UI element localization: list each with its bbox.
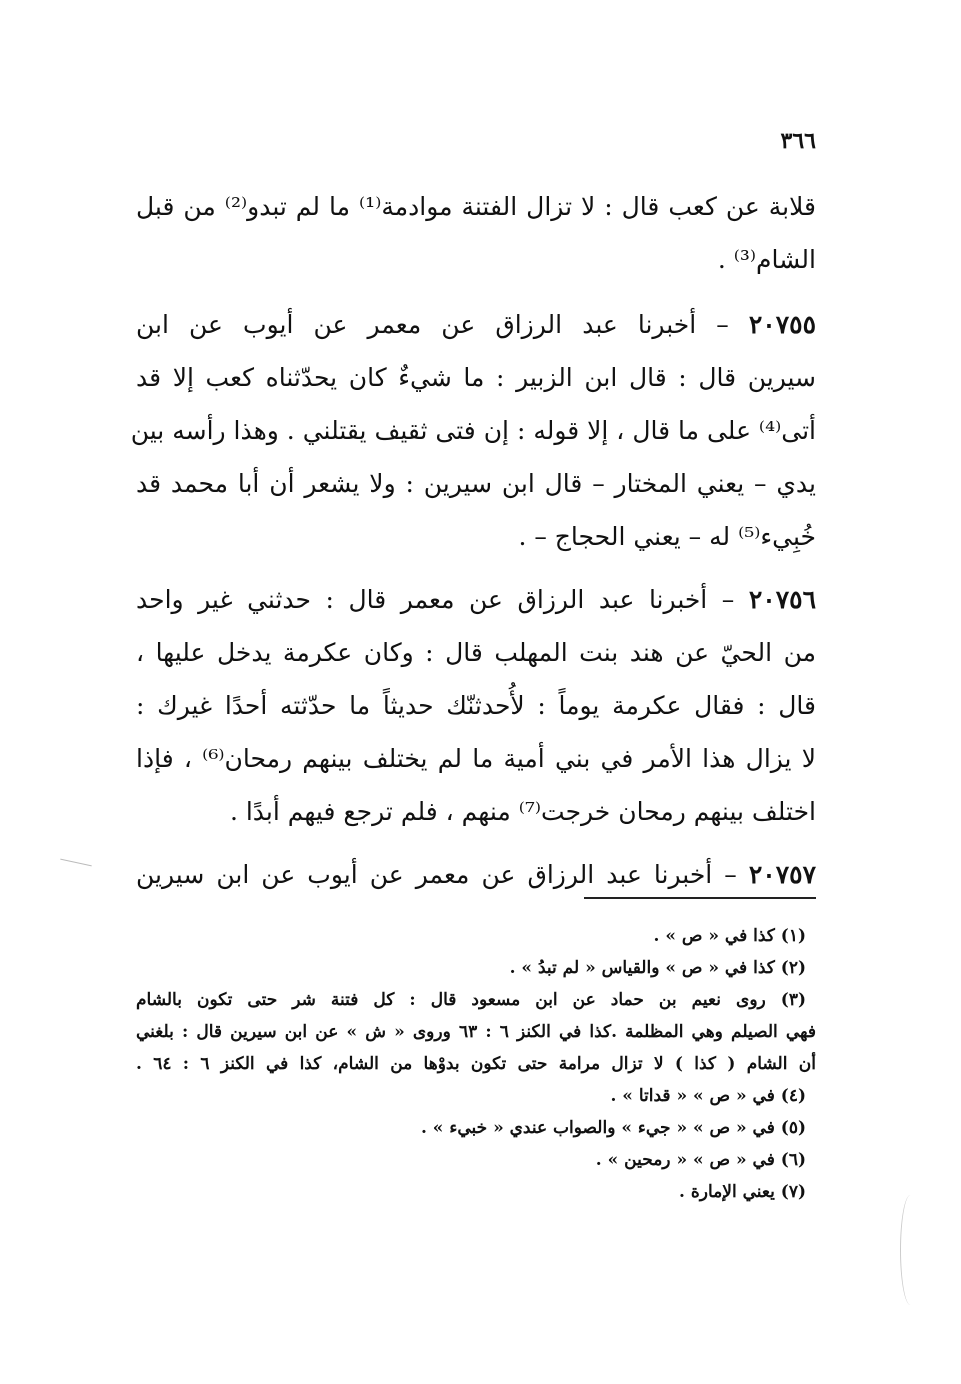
text-line: أتى⁽⁴⁾ على ما قال ، إلا قوله : إن فتى ثقيف يقتلني . وهذا رأسه بين [130,416,816,445]
footnote-1: (١) كذا في « ص » . [653,926,806,946]
page-number: ٣٦٦ [780,128,816,154]
text-line: خُبِيء⁽⁵⁾ له – يعني الحجاج – . [518,522,816,551]
hadith-20756 [136,573,816,838]
text-line-content: – أخبرنا عبد الرزاق عن معمر عن أيوب عن ابن [136,310,729,339]
text-line-content: – أخبرنا عبد الرزاق عن معمر عن أيوب عن ابن سيرين [136,860,737,889]
text-line: من الحيّ عن هند بنت المهلب قال : وكان عكرمة يدخل عليها ، [136,638,816,667]
text-line: اختلف بينهم رمحان خرجت⁽⁷⁾ منهم ، فلم ترجع فيهم أبدًا . [229,797,816,826]
text-line [136,298,816,351]
hadith-number: ٢٠٧٥٦ [748,585,816,614]
text-line: قال : فقال عكرمة يوماً : لأُحدثنّك حديثاً ما حدّثته أحدًا غيرك : [136,691,816,720]
hadith-20755 [130,298,816,563]
footnote-3-cont: فهي الصيلم وهي المظلمة .كذا في الكنز ٦ : ٦٣ وروى « ش » عن ابن سيرين قال : بلغني [136,1022,816,1042]
text-line: يدي – يعني المختار – قال ابن سيرين : ولا يشعر أن أبا محمد قد [136,469,816,498]
footnote-3: (٣) روى نعيم بن حماد عن ابن مسعود قال : كل فتنة شر حتى تكون بالشام [136,990,806,1010]
text-line: لا يزال هذا الأمر في بني أمية ما لم يختلف بينهم رمحان⁽⁶⁾ ، فإذا [136,744,816,773]
footnote-2: (٢) كذا في « ص » والقياس « لم تبدُ » . [509,958,806,978]
footnote-5: (٥) في « ص » « جيء » والصواب عندي « خبيء » . [420,1118,806,1138]
main-text [130,180,816,911]
text-line: سيرين قال : قال ابن الزبير : ما شيءٌ كان يحدّثناه كعب إلا قد [136,363,816,392]
hadith-number: ٢٠٧٥٧ [748,860,816,889]
footnotes [136,920,816,1208]
footnote-divider [584,897,816,899]
scan-artifact [60,859,92,867]
text-line-content: – أخبرنا عبد الرزاق عن معمر قال : حدثني غير واحد [136,585,735,614]
text-line: قلابة عن كعب قال : لا تزال الفتنة موادمة⁽¹⁾ ما لم تبدو⁽²⁾ من قبل [136,192,816,221]
footnote-7: (٧) يعني الإمارة . [679,1182,806,1202]
scan-artifact [900,1195,921,1305]
hadith-number: ٢٠٧٥٥ [748,310,816,339]
text-line [136,573,816,626]
footnote-4: (٤) في « ص » « قداتا » . [610,1086,806,1106]
text-line [136,848,816,901]
paragraph-continuation [136,180,816,286]
footnote-3-cont: أن الشام ( كذا ) لا تزال مرامة حتى تكون بدوْها من الشام، كذا في الكنز ٦ : ٦٤ . [136,1054,816,1074]
text-line: الشام⁽³⁾ . [717,245,816,274]
footnote-6: (٦) في « ص » « رمحين » . [595,1150,806,1170]
hadith-20757 [136,848,816,901]
